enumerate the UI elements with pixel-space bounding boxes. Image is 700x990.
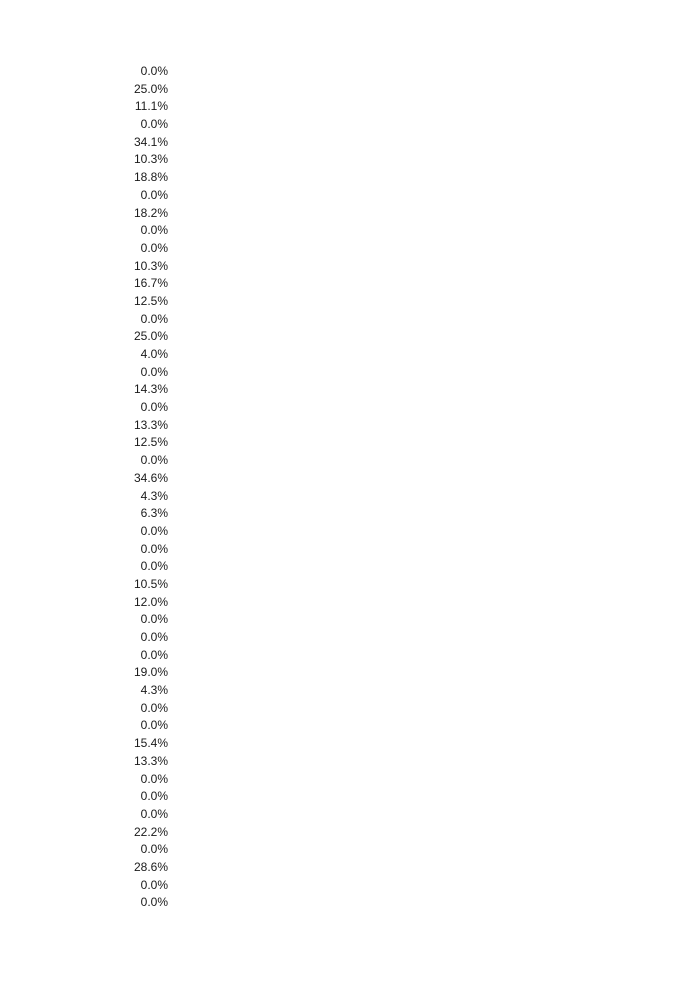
percentage-cell: 22.2% (133, 824, 168, 839)
percentage-cell: 0.0% (140, 523, 168, 538)
percentage-cell: 6.3% (140, 506, 168, 521)
percentage-cell: 10.3% (133, 152, 168, 167)
percentage-cell: 12.0% (133, 594, 168, 609)
percentage-cell: 0.0% (140, 789, 168, 804)
percentage-cell: 0.0% (140, 240, 168, 255)
percentage-cell: 25.0% (133, 329, 168, 344)
percentage-cell: 12.5% (133, 435, 168, 450)
percentage-cell: 0.0% (140, 541, 168, 556)
percentage-cell: 13.3% (133, 417, 168, 432)
percentage-cell: 28.6% (133, 859, 168, 874)
percentage-cell: 34.6% (133, 470, 168, 485)
percentage-column (100, 63, 168, 912)
percentage-cell: 11.1% (134, 99, 168, 114)
percentage-cell: 0.0% (140, 647, 168, 662)
percentage-cell: 34.1% (133, 134, 168, 149)
percentage-cell: 15.4% (133, 736, 168, 751)
percentage-cell: 0.0% (140, 364, 168, 379)
percentage-cell: 0.0% (140, 806, 168, 821)
percentage-cell: 19.0% (133, 665, 168, 680)
percentage-cell: 10.3% (133, 258, 168, 273)
percentage-cell: 0.0% (140, 311, 168, 326)
percentage-cell: 13.3% (133, 753, 168, 768)
percentage-cell: 0.0% (140, 842, 168, 857)
percentage-cell: 0.0% (140, 187, 168, 202)
percentage-cell: 0.0% (140, 64, 168, 78)
percentage-cell: 18.2% (133, 205, 168, 220)
percentage-cell: 0.0% (140, 718, 168, 733)
percentage-cell: 4.0% (140, 347, 168, 361)
percentage-cell: 12.5% (133, 293, 168, 308)
percentage-cell: 16.7% (133, 276, 168, 291)
percentage-cell: 0.0% (140, 453, 168, 468)
percentage-cell: 25.0% (133, 81, 168, 96)
percentage-cell: 0.0% (140, 400, 168, 415)
percentage-cell: 0.0% (140, 771, 168, 786)
percentage-cell: 0.0% (140, 117, 168, 132)
percentage-cell: 0.0% (140, 612, 168, 627)
percentage-cell: 4.3% (140, 488, 168, 503)
percentage-cell: 14.3% (133, 382, 168, 397)
percentage-cell: 4.3% (140, 683, 168, 698)
percentage-cell: 0.0% (140, 700, 168, 715)
percentage-cell: 0.0% (140, 877, 168, 892)
percentage-cell: 10.5% (133, 576, 168, 591)
percentage-cell: 0.0% (140, 223, 168, 238)
percentage-cell: 0.0% (140, 630, 168, 644)
percentage-cell: 18.8% (133, 170, 168, 185)
percentage-cell: 0.0% (140, 895, 168, 910)
percentage-cell: 0.0% (140, 559, 168, 574)
